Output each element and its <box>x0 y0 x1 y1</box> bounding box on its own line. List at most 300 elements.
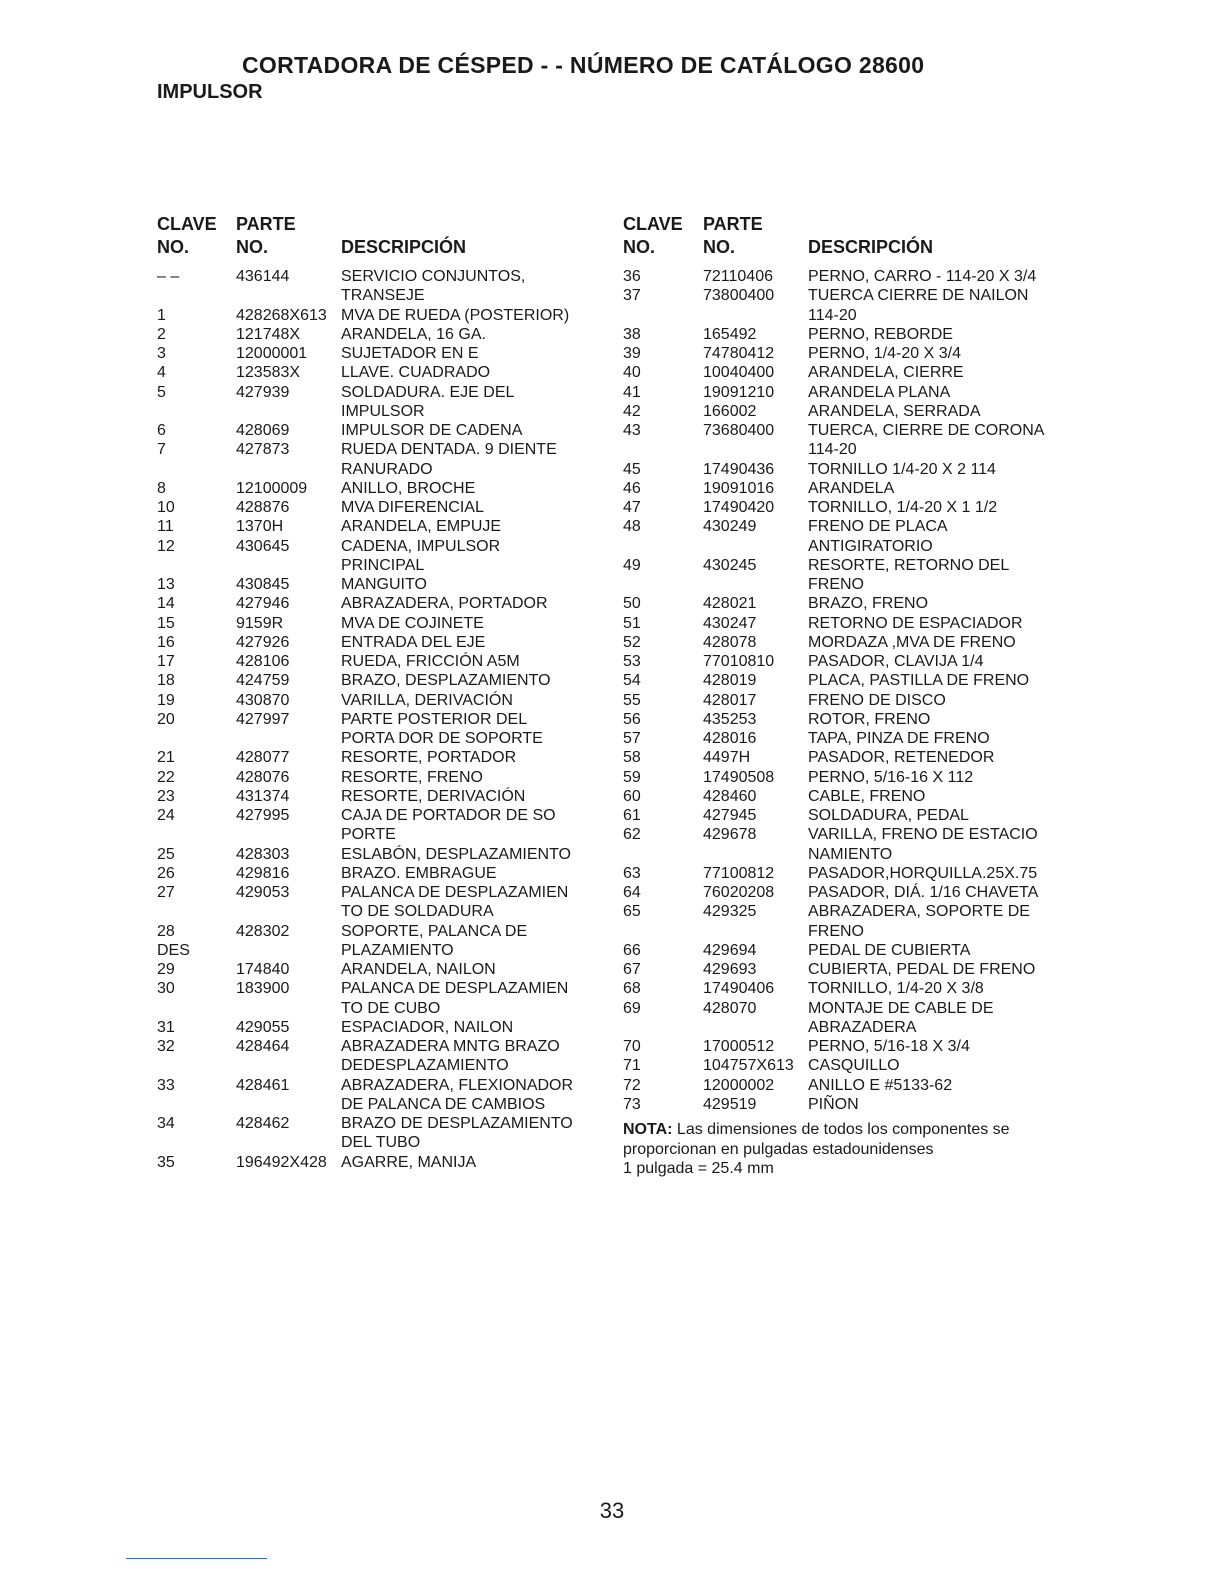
parte-no: 121748X <box>236 325 301 343</box>
note-text: Las dimensiones de todos los componentes se proporcionan en pulgadas estadounidenses <box>623 1121 1010 1158</box>
clave-no: 61 <box>623 807 641 824</box>
parte-no: 430845 <box>236 576 290 593</box>
table-row <box>623 902 1073 941</box>
table-row <box>623 691 1073 710</box>
descripcion: CADENA, IMPULSOR PRINCIPAL <box>341 537 501 574</box>
parte-no: 430249 <box>703 518 757 536</box>
header-descripcion: DESCRIPCIÓN <box>808 237 934 257</box>
table-row <box>157 1018 607 1037</box>
table-row <box>157 979 607 1018</box>
table-row <box>623 883 1073 902</box>
table-row <box>623 517 1073 556</box>
clave-no: 28 DES <box>157 922 190 959</box>
section-title: IMPULSOR <box>157 81 263 103</box>
parte-no: 73800400 <box>703 287 775 305</box>
clave-no: 20 <box>157 710 175 728</box>
descripcion: RUEDA, FRICCIÓN A5M <box>341 653 520 670</box>
parte-no: 174840 <box>236 961 290 978</box>
descripcion: ABRAZADERA MNTG BRAZO DEDESPLAZAMIENTO <box>341 1038 560 1075</box>
table-row <box>623 787 1073 806</box>
table-row <box>623 267 1073 286</box>
table-row <box>157 517 607 536</box>
clave-no: 51 <box>623 614 641 632</box>
descripcion: ROTOR, FRENO <box>808 710 931 728</box>
parte-no: 429816 <box>236 864 290 882</box>
parte-no: 17490436 <box>703 460 775 478</box>
clave-no: 65 <box>623 903 641 921</box>
descripcion: ESLABÓN, DESPLAZAMIENTO <box>341 845 571 863</box>
clave-no: 4 <box>157 364 166 382</box>
descripcion: ANILLO, BROCHE <box>341 479 476 497</box>
descripcion: PALANCA DE DESPLAZAMIEN TO DE SOLDADURA <box>341 884 569 921</box>
table-row <box>623 941 1073 960</box>
descripcion: BRAZO, DESPLAZAMIENTO <box>341 672 551 690</box>
descripcion: BRAZO, FRENO <box>808 595 929 613</box>
clave-no: 54 <box>623 672 641 690</box>
parte-no: 428462 <box>236 1115 290 1132</box>
descripcion: PASADOR, RETENEDOR <box>808 749 995 767</box>
clave-no: 5 <box>157 383 166 401</box>
descripcion: FRENO DE PLACA ANTIGIRATORIO <box>808 518 948 555</box>
table-row <box>623 960 1073 979</box>
descripcion: MONTAJE DE CABLE DE ABRAZADERA <box>808 999 994 1036</box>
descripcion: CUBIERTA, PEDAL DE FRENO <box>808 961 1036 978</box>
clave-no: 16 <box>157 633 175 651</box>
descripcion: SOLDADURA, PEDAL <box>808 807 969 824</box>
clave-no: 18 <box>157 672 175 690</box>
table-row <box>623 864 1073 883</box>
table-row <box>157 383 607 422</box>
clave-no: 52 <box>623 633 641 651</box>
table-row <box>157 614 607 633</box>
descripcion: MVA DE COJINETE <box>341 614 484 632</box>
clave-no: 45 <box>623 460 641 478</box>
parte-no: 429055 <box>236 1018 290 1036</box>
table-row <box>157 479 607 498</box>
header-clave-no: NO. <box>623 237 656 257</box>
parte-no: 123583X <box>236 364 301 382</box>
descripcion: LLAVE. CUADRADO <box>341 364 491 382</box>
descripcion: VARILLA, DERIVACIÓN <box>341 691 513 709</box>
parte-no: 429694 <box>703 941 757 959</box>
table-row <box>623 421 1073 460</box>
table-row <box>157 363 607 382</box>
descripcion: RUEDA DENTADA. 9 DIENTE RANURADO <box>341 441 557 478</box>
table-row <box>623 768 1073 787</box>
clave-no: 11 <box>157 518 174 536</box>
descripcion: ARANDELA, EMPUJE <box>341 518 502 536</box>
parte-no: 77100812 <box>703 864 775 882</box>
table-row <box>157 671 607 690</box>
table-row <box>623 1056 1073 1075</box>
header-parte-no: NO. <box>236 237 269 257</box>
clave-no: 2 <box>157 325 166 343</box>
parte-no: 424759 <box>236 672 290 690</box>
clave-no: 60 <box>623 787 641 805</box>
table-row <box>157 267 607 306</box>
header-parte: PARTE <box>703 214 763 234</box>
parte-no: 165492 <box>703 325 757 343</box>
descripcion: CABLE, FRENO <box>808 787 926 805</box>
table-row <box>157 710 607 749</box>
clave-no: 70 <box>623 1038 641 1055</box>
descripcion: TORNILLO, 1/4-20 X 3/8 <box>808 980 984 998</box>
descripcion: PIÑON <box>808 1095 859 1113</box>
clave-no: 53 <box>623 653 641 670</box>
descripcion: ANILLO E #5133-62 <box>808 1076 953 1094</box>
descripcion: RETORNO DE ESPACIADOR <box>808 614 1023 632</box>
table-row <box>623 633 1073 652</box>
descripcion: PLACA, PASTILLA DE FRENO <box>808 672 1030 690</box>
clave-no: 34 <box>157 1115 175 1132</box>
table-row <box>157 421 607 440</box>
parts-list-left <box>157 267 607 1172</box>
clave-no: 43 <box>623 422 641 439</box>
parte-no: 428076 <box>236 768 290 786</box>
clave-no: 69 <box>623 999 641 1017</box>
table-row <box>623 1095 1073 1114</box>
table-row <box>623 383 1073 402</box>
descripcion: ABRAZADERA, PORTADOR <box>341 595 548 613</box>
clave-no: 71 <box>623 1057 641 1075</box>
table-row <box>623 460 1073 479</box>
page-number: 33 <box>599 1498 625 1523</box>
descripcion: ARANDELA PLANA <box>808 383 951 401</box>
descripcion: ABRAZADERA, SOPORTE DE FRENO <box>808 903 1030 940</box>
parts-list-right <box>623 267 1073 1114</box>
clave-no: 39 <box>623 345 641 362</box>
descripcion: MVA DE RUEDA (POSTERIOR) <box>341 306 570 324</box>
parte-no: 428077 <box>236 749 290 767</box>
descripcion: PEDAL DE CUBIERTA <box>808 941 971 959</box>
clave-no: 23 <box>157 787 175 805</box>
descripcion: PERNO, REBORDE <box>808 325 953 343</box>
parte-no: 429053 <box>236 884 290 901</box>
table-row <box>157 883 607 922</box>
clave-no: 1 <box>157 306 166 324</box>
parte-no: 12000002 <box>703 1076 775 1094</box>
descripcion: IMPULSOR DE CADENA <box>341 422 523 439</box>
descripcion: TORNILLO, 1/4-20 X 1 1/2 <box>808 499 998 516</box>
table-header <box>623 214 1073 262</box>
clave-no: 68 <box>623 980 641 998</box>
clave-no: 29 <box>157 961 175 978</box>
parts-table-left <box>157 214 607 1171</box>
table-row <box>623 479 1073 498</box>
descripcion: ARANDELA, CIERRE <box>808 364 964 382</box>
descripcion: TORNILLO 1/4-20 X 2 114 <box>808 460 996 478</box>
table-row <box>157 768 607 787</box>
table-row <box>623 671 1073 690</box>
clave-no: 14 <box>157 595 175 613</box>
descripcion: SERVICIO CONJUNTOS, TRANSEJE <box>341 268 526 305</box>
clave-no: 32 <box>157 1038 175 1055</box>
clave-no: 56 <box>623 710 641 728</box>
descripcion: AGARRE, MANIJA <box>341 1153 477 1171</box>
table-row <box>623 1037 1073 1056</box>
table-row <box>623 286 1073 325</box>
table-row <box>623 999 1073 1038</box>
parte-no: 77010810 <box>703 653 775 670</box>
parte-no: 9159R <box>236 614 284 632</box>
table-row <box>157 498 607 517</box>
descripcion: ARANDELA <box>808 479 895 497</box>
descripcion: FRENO DE DISCO <box>808 691 946 709</box>
descripcion: BRAZO. EMBRAGUE <box>341 864 497 882</box>
table-row <box>157 652 607 671</box>
header-parte-no: NO. <box>703 237 736 257</box>
parte-no: 429678 <box>703 826 757 844</box>
table-row <box>623 498 1073 517</box>
parte-no: 428302 <box>236 922 290 940</box>
descripcion: PASADOR, DIÁ. 1/16 CHAVETA <box>808 884 1039 901</box>
parte-no: 429325 <box>703 903 757 921</box>
descripcion: ARANDELA, SERRADA <box>808 402 981 420</box>
clave-no: 8 <box>157 479 166 497</box>
parte-no: 436144 <box>236 268 290 285</box>
header-parte: PARTE <box>236 214 296 234</box>
table-row <box>157 1037 607 1076</box>
parte-no: 166002 <box>703 402 757 420</box>
parte-no: 19091016 <box>703 479 775 497</box>
descripcion: PASADOR, CLAVIJA 1/4 <box>808 653 984 670</box>
parte-no: 428070 <box>703 999 757 1017</box>
parte-no: 73680400 <box>703 422 775 439</box>
parte-no: 428069 <box>236 422 290 439</box>
note-conversion: 1 pulgada = 25.4 mm <box>623 1160 774 1177</box>
table-row <box>623 748 1073 767</box>
table-row <box>623 710 1073 729</box>
parte-no: 428876 <box>236 499 290 516</box>
parte-no: 428017 <box>703 691 757 709</box>
descripcion: PASADOR,HORQUILLA.25X.75 <box>808 864 1038 882</box>
parte-no: 428464 <box>236 1038 290 1055</box>
header-clave-no: NO. <box>157 237 190 257</box>
table-row <box>157 691 607 710</box>
descripcion: RESORTE, RETORNO DEL FRENO <box>808 556 1010 593</box>
parte-no: 428461 <box>236 1076 290 1094</box>
descripcion: MANGUITO <box>341 576 427 593</box>
table-row <box>157 1114 607 1153</box>
clave-no: 67 <box>623 961 641 978</box>
table-row <box>623 614 1073 633</box>
parte-no: 183900 <box>236 980 290 998</box>
clave-no: 62 <box>623 826 641 844</box>
parte-no: 12000001 <box>236 345 308 362</box>
clave-no: 49 <box>623 556 641 574</box>
page-title: CORTADORA DE CÉSPED - - NÚMERO DE CATÁLOGO 28600 <box>242 52 925 78</box>
descripcion: ENTRADA DEL EJE <box>341 633 486 651</box>
parte-no: 196492X428 <box>236 1153 327 1171</box>
parte-no: 12100009 <box>236 479 308 497</box>
table-row <box>623 594 1073 613</box>
descripcion: PERNO, 1/4-20 X 3/4 <box>808 345 961 362</box>
parte-no: 430645 <box>236 537 290 555</box>
parte-no: 427945 <box>703 807 757 824</box>
clave-no: 24 <box>157 807 175 824</box>
clave-no: 22 <box>157 768 175 786</box>
table-row <box>623 363 1073 382</box>
descripcion: TUERCA CIERRE DE NAILON 114-20 <box>808 287 1029 324</box>
table-row <box>623 806 1073 825</box>
parte-no: 17490406 <box>703 980 775 998</box>
parte-no: 429693 <box>703 961 757 978</box>
clave-no: 12 <box>157 537 175 555</box>
descripcion: TAPA, PINZA DE FRENO <box>808 730 990 747</box>
parte-no: 428106 <box>236 653 290 670</box>
parte-no: 428016 <box>703 730 757 747</box>
parte-no: 10040400 <box>703 364 775 382</box>
descripcion: RESORTE, PORTADOR <box>341 749 517 767</box>
descripcion: TUERCA, CIERRE DE CORONA 114-20 <box>808 422 1045 459</box>
clave-no: 25 <box>157 845 175 863</box>
parte-no: 427946 <box>236 595 290 613</box>
parte-no: 428303 <box>236 845 290 863</box>
descripcion: PERNO, 5/16-18 X 3/4 <box>808 1038 970 1055</box>
parte-no: 428078 <box>703 633 757 651</box>
footer-rule <box>126 1558 267 1559</box>
clave-no: 36 <box>623 268 641 285</box>
table-row <box>157 864 607 883</box>
parte-no: 4497H <box>703 749 751 767</box>
descripcion: RESORTE, DERIVACIÓN <box>341 787 526 805</box>
clave-no: 66 <box>623 941 641 959</box>
parte-no: 19091210 <box>703 383 775 401</box>
table-row <box>157 594 607 613</box>
parts-table-right <box>623 214 1073 1177</box>
parte-no: 427997 <box>236 710 290 728</box>
parte-no: 17490420 <box>703 499 775 516</box>
parte-no: 104757X613 <box>703 1057 794 1075</box>
clave-no: 10 <box>157 499 175 516</box>
note-label: NOTA: <box>623 1121 673 1138</box>
parte-no: 430870 <box>236 691 290 709</box>
descripcion: VARILLA, FRENO DE ESTACIO NAMIENTO <box>808 826 1038 863</box>
clave-no: 50 <box>623 595 641 613</box>
parte-no: 427873 <box>236 441 290 459</box>
note <box>623 1120 1068 1179</box>
descripcion: ARANDELA, 16 GA. <box>341 325 486 343</box>
table-row <box>157 575 607 594</box>
parte-no: 428268X613 <box>236 306 327 324</box>
clave-no: 40 <box>623 364 641 382</box>
table-row <box>623 325 1073 344</box>
clave-no: 41 <box>623 383 641 401</box>
descripcion: PERNO, 5/16-16 X 112 <box>808 768 974 786</box>
clave-no: 19 <box>157 691 175 709</box>
table-row <box>623 729 1073 748</box>
descripcion: BRAZO DE DESPLAZAMIENTO DEL TUBO <box>341 1115 573 1152</box>
clave-no: 58 <box>623 749 641 767</box>
clave-no: 55 <box>623 691 641 709</box>
clave-no: 21 <box>157 749 175 767</box>
parte-no: 428019 <box>703 672 757 690</box>
clave-no: 42 <box>623 402 641 420</box>
header-clave: CLAVE <box>157 214 217 234</box>
descripcion: PERNO, CARRO - 114-20 X 3/4 <box>808 268 1037 285</box>
clave-no: 63 <box>623 864 641 882</box>
clave-no: 73 <box>623 1095 641 1113</box>
clave-no: 30 <box>157 980 175 998</box>
table-row <box>623 1076 1073 1095</box>
table-row <box>157 845 607 864</box>
table-header <box>157 214 607 262</box>
parte-no: 428021 <box>703 595 757 613</box>
parte-no: 430247 <box>703 614 757 632</box>
table-row <box>157 787 607 806</box>
parte-no: 17000512 <box>703 1038 775 1055</box>
descripcion: CAJA DE PORTADOR DE SO PORTE <box>341 807 556 844</box>
descripcion: CASQUILLO <box>808 1057 900 1075</box>
header-descripcion: DESCRIPCIÓN <box>341 237 467 257</box>
clave-no: 72 <box>623 1076 641 1094</box>
header-clave: CLAVE <box>623 214 683 234</box>
parte-no: 431374 <box>236 787 290 805</box>
clave-no: 38 <box>623 325 641 343</box>
table-row <box>157 960 607 979</box>
table-row <box>157 440 607 479</box>
parte-no: 435253 <box>703 710 757 728</box>
table-row <box>623 825 1073 864</box>
table-row <box>157 325 607 344</box>
table-row <box>157 922 607 961</box>
descripcion: SUJETADOR EN E <box>341 345 479 362</box>
clave-no: 3 <box>157 345 166 362</box>
descripcion: MVA DIFERENCIAL <box>341 499 484 516</box>
clave-no: 27 <box>157 884 175 901</box>
table-row <box>157 537 607 576</box>
descripcion: RESORTE, FRENO <box>341 768 483 786</box>
clave-no: 13 <box>157 576 175 593</box>
parte-no: 428460 <box>703 787 757 805</box>
parte-no: 429519 <box>703 1095 757 1113</box>
descripcion: ABRAZADERA, FLEXIONADOR DE PALANCA DE CAMBIOS <box>341 1076 574 1113</box>
clave-no: 59 <box>623 768 641 786</box>
descripcion: SOLDADURA. EJE DEL IMPULSOR <box>341 383 515 420</box>
table-row <box>623 979 1073 998</box>
parte-no: 72110406 <box>703 268 773 285</box>
parte-no: 427939 <box>236 383 290 401</box>
table-row <box>157 1076 607 1115</box>
table-row <box>157 1153 607 1172</box>
clave-no: 48 <box>623 518 641 536</box>
clave-no: – – <box>157 268 180 285</box>
clave-no: 31 <box>157 1018 175 1036</box>
parte-no: 17490508 <box>703 768 775 786</box>
clave-no: 37 <box>623 287 641 305</box>
clave-no: 64 <box>623 884 641 901</box>
descripcion: ARANDELA, NAILON <box>341 961 496 978</box>
table-row <box>623 652 1073 671</box>
clave-no: 46 <box>623 479 641 497</box>
clave-no: 15 <box>157 614 175 632</box>
table-row <box>157 748 607 767</box>
parte-no: 427995 <box>236 807 290 824</box>
parte-no: 430245 <box>703 556 757 574</box>
table-row <box>623 402 1073 421</box>
clave-no: 6 <box>157 422 166 439</box>
table-row <box>157 344 607 363</box>
table-row <box>157 306 607 325</box>
clave-no: 17 <box>157 653 175 670</box>
clave-no: 47 <box>623 499 641 516</box>
parte-no: 427926 <box>236 633 290 651</box>
clave-no: 33 <box>157 1076 175 1094</box>
clave-no: 7 <box>157 441 166 459</box>
parte-no: 76020208 <box>703 884 775 901</box>
table-row <box>157 633 607 652</box>
descripcion: ESPACIADOR, NAILON <box>341 1018 514 1036</box>
